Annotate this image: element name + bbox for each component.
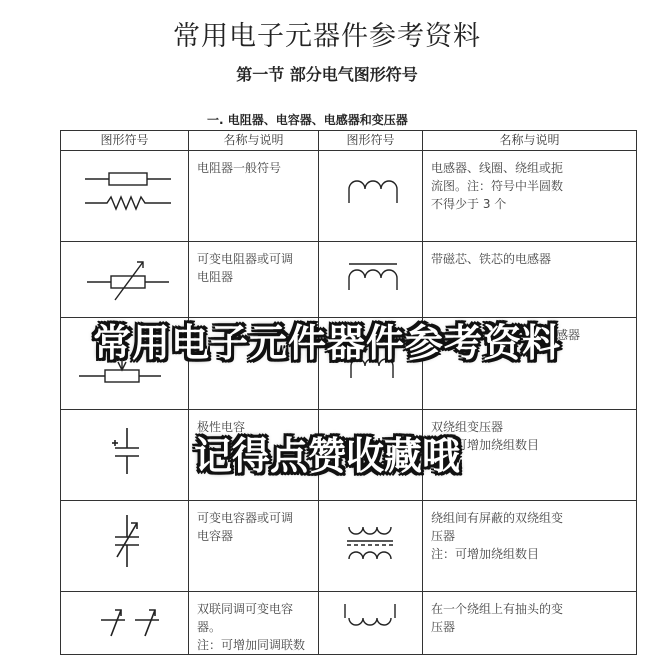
symbol-cell (319, 501, 423, 592)
description-line: 可变电容器或可调 (197, 511, 294, 525)
description-cell (423, 501, 637, 592)
description-line: 不得少于 3 个 (431, 197, 507, 211)
symbol-cell (319, 242, 423, 318)
description-line: 电阻器 (197, 270, 234, 284)
overlay-banner-reminder: 记得点赞收藏哦 (193, 434, 460, 478)
header-symbol-1: 图形符号 (61, 131, 189, 151)
variable-capacitor-icon (65, 501, 185, 587)
symbol-cell (61, 151, 189, 242)
description-fragment: 感器 (555, 328, 580, 342)
symbol-table (60, 130, 637, 655)
description-line: 电感器、线圈、绕组或扼 (431, 161, 564, 175)
description-cell (189, 242, 319, 318)
description-line: 注：可增加同调联数 (197, 638, 306, 652)
header-desc-2: 名称与说明 (423, 131, 637, 151)
description-cell (189, 501, 319, 592)
description-line: 压器 (431, 620, 456, 634)
description-line: 在一个绕组上有抽头的变 (431, 602, 564, 616)
description-line: 注：可增加绕组数目 (431, 438, 540, 452)
section-title: 第一节 部分电气图形符号 (236, 65, 418, 84)
shielded-transformer-icon (321, 501, 421, 587)
description-cell (423, 592, 637, 655)
dual-variable-capacitor-icon (65, 592, 185, 640)
description-cell (423, 151, 637, 242)
description-cell (189, 151, 319, 242)
symbol-cell (61, 501, 189, 592)
description-line: 压器 (431, 529, 456, 543)
subsection-title: 一. 电阻器、电容器、电感器和变压器 (207, 113, 408, 127)
description-line: 电容器 (197, 529, 234, 543)
symbol-cell (319, 592, 423, 655)
description-line: 带磁芯、铁芯的电感器 (431, 252, 552, 266)
description-cell (423, 242, 637, 318)
inductor-icon (321, 151, 421, 231)
document-title: 常用电子元器件参考资料 (173, 21, 481, 52)
description-text: 电阻器一般符号 (197, 161, 282, 175)
table-row (61, 592, 637, 655)
table-row (61, 501, 637, 592)
variable-resistor-icon (65, 242, 185, 314)
header-desc-1: 名称与说明 (189, 131, 319, 151)
description-line: 器。 (197, 620, 222, 634)
table-header-row (61, 131, 637, 151)
description-line: 注：可增加绕组数目 (431, 547, 540, 561)
table-row (61, 242, 637, 318)
table-row (61, 151, 637, 242)
overlay-banner-title: 常用电子元件器件参考资料 (92, 321, 561, 365)
symbol-cell (319, 151, 423, 242)
symbol-cell (61, 242, 189, 318)
description-line: 可变电阻器或可调 (197, 252, 294, 266)
resistor-general-icon (65, 151, 185, 231)
description-fragment: 极性电容 (197, 420, 246, 434)
symbol-cell (61, 592, 189, 655)
tapped-transformer-icon (321, 592, 421, 640)
inductor-magnetic-core-icon (321, 242, 421, 314)
description-line: 绕组间有屏蔽的双绕组变 (431, 511, 564, 525)
header-symbol-2: 图形符号 (319, 131, 423, 151)
description-line: 双绕组变压器 (431, 420, 504, 434)
description-line: 流图。注：符号中半圆数 (431, 179, 564, 193)
description-line: 双联同调可变电容 (197, 602, 294, 616)
description-cell (189, 592, 319, 655)
